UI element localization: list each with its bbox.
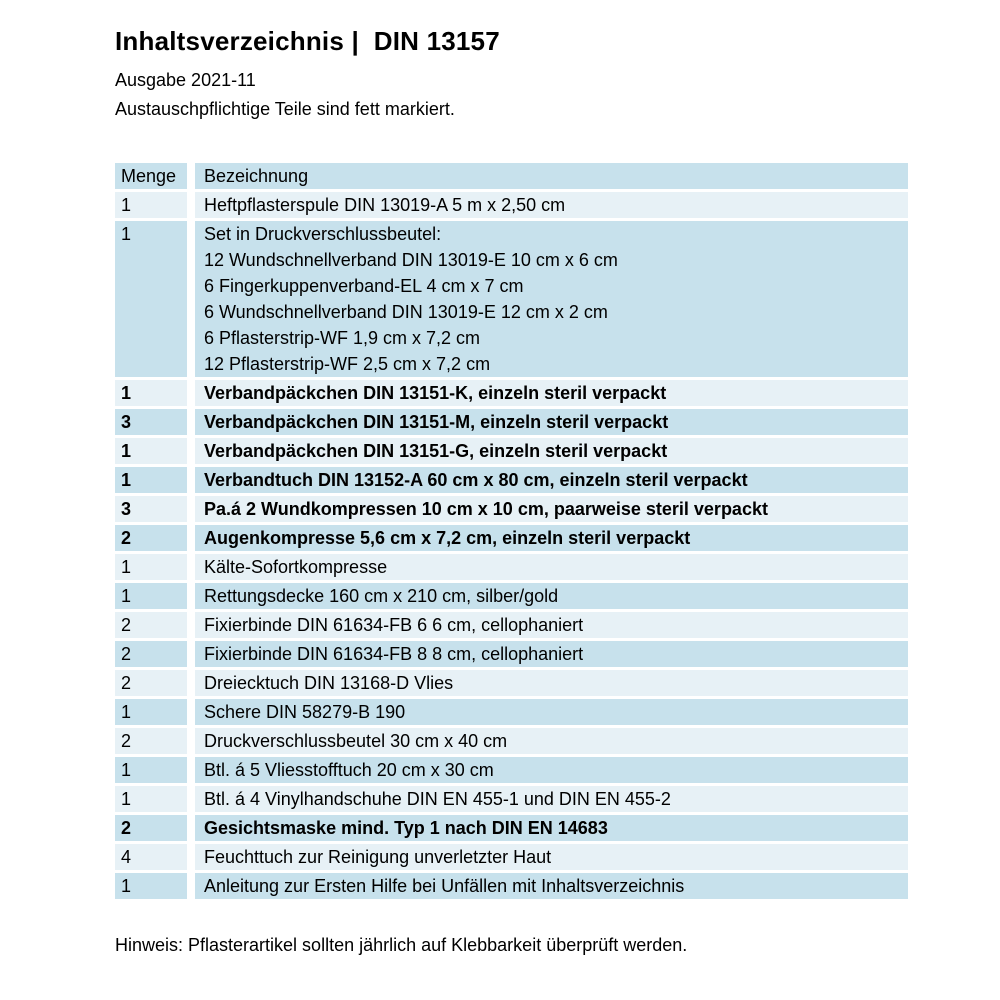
description-line: Verbandpäckchen DIN 13151-M, einzeln steril verpackt bbox=[204, 412, 669, 432]
description-cell bbox=[195, 670, 908, 696]
description-line: Set in Druckverschlussbeutel: bbox=[204, 224, 442, 244]
quantity-value: 4 bbox=[121, 847, 132, 867]
description-cell bbox=[195, 844, 908, 870]
quantity-cell bbox=[115, 438, 187, 464]
description-line: Verbandpäckchen DIN 13151-G, einzeln steril verpackt bbox=[204, 441, 668, 461]
quantity-cell bbox=[115, 380, 187, 406]
page-title: Inhaltsverzeichnis | DIN 13157 bbox=[115, 26, 500, 56]
quantity-value: 2 bbox=[121, 615, 132, 635]
contents-table bbox=[115, 163, 908, 899]
table-row bbox=[115, 699, 908, 725]
description-line: Verbandpäckchen DIN 13151-K, einzeln steril verpackt bbox=[204, 383, 667, 403]
table-row bbox=[115, 815, 908, 841]
description-cell bbox=[195, 728, 908, 754]
quantity-cell bbox=[115, 670, 187, 696]
quantity-cell bbox=[115, 699, 187, 725]
table-row bbox=[115, 221, 908, 377]
quantity-value: 1 bbox=[121, 876, 132, 896]
table-row bbox=[115, 380, 908, 406]
table-row bbox=[115, 670, 908, 696]
table-row bbox=[115, 728, 908, 754]
description-cell bbox=[195, 757, 908, 783]
description-line: Schere DIN 58279-B 190 bbox=[204, 702, 406, 722]
table-row bbox=[115, 844, 908, 870]
quantity-value: 2 bbox=[121, 644, 132, 664]
quantity-value: 1 bbox=[121, 195, 132, 215]
table-row bbox=[115, 525, 908, 551]
quantity-cell bbox=[115, 467, 187, 493]
quantity-cell bbox=[115, 221, 187, 377]
description-cell bbox=[195, 699, 908, 725]
description-line: Rettungsdecke 160 cm x 210 cm, silber/gold bbox=[204, 586, 559, 606]
description-cell bbox=[195, 873, 908, 899]
description-line: Anleitung zur Ersten Hilfe bei Unfällen mit Inhaltsverzeichnis bbox=[204, 876, 685, 896]
table-row bbox=[115, 192, 908, 218]
quantity-cell bbox=[115, 583, 187, 609]
quantity-cell bbox=[115, 728, 187, 754]
quantity-cell bbox=[115, 844, 187, 870]
description-cell bbox=[195, 815, 908, 841]
description-cell bbox=[195, 612, 908, 638]
quantity-cell bbox=[115, 612, 187, 638]
description-cell bbox=[195, 467, 908, 493]
edition-line: Ausgabe 2021-11 bbox=[115, 70, 256, 90]
table-row bbox=[115, 438, 908, 464]
description-cell bbox=[195, 786, 908, 812]
quantity-value: 3 bbox=[121, 499, 132, 519]
description-line: Btl. á 4 Vinylhandschuhe DIN EN 455-1 und DIN EN 455-2 bbox=[204, 789, 671, 809]
description-line: 12 Wundschnellverband DIN 13019-E 10 cm x 6 cm bbox=[204, 250, 618, 270]
hinweis-note: Hinweis: Pflasterartikel sollten jährlich auf Klebbarkeit überprüft werden. bbox=[115, 935, 688, 955]
description-line: Feuchttuch zur Reinigung unverletzter Haut bbox=[204, 847, 552, 867]
quantity-cell bbox=[115, 554, 187, 580]
description-line: Druckverschlussbeutel 30 cm x 40 cm bbox=[204, 731, 508, 751]
description-line: Verbandtuch DIN 13152-A 60 cm x 80 cm, einzeln steril verpackt bbox=[204, 470, 748, 490]
description-cell bbox=[195, 438, 908, 464]
bold-note-line: Austauschpflichtige Teile sind fett markiert. bbox=[115, 99, 455, 119]
description-line: Gesichtsmaske mind. Typ 1 nach DIN EN 14683 bbox=[204, 818, 608, 838]
description-line: Pa.á 2 Wundkompressen 10 cm x 10 cm, paarweise steril verpackt bbox=[204, 499, 768, 519]
description-cell bbox=[195, 525, 908, 551]
table-row bbox=[115, 554, 908, 580]
quantity-value: 1 bbox=[121, 789, 132, 809]
quantity-value: 2 bbox=[121, 673, 132, 693]
description-cell bbox=[195, 554, 908, 580]
quantity-value: 1 bbox=[121, 441, 132, 461]
quantity-cell bbox=[115, 641, 187, 667]
table-body bbox=[115, 192, 908, 899]
description-line: Augenkompresse 5,6 cm x 7,2 cm, einzeln steril verpackt bbox=[204, 528, 691, 548]
table-row bbox=[115, 409, 908, 435]
quantity-cell bbox=[115, 815, 187, 841]
quantity-value: 1 bbox=[121, 557, 132, 577]
quantity-value: 1 bbox=[121, 586, 132, 606]
quantity-value: 1 bbox=[121, 760, 132, 780]
quantity-cell bbox=[115, 786, 187, 812]
table-row bbox=[115, 873, 908, 899]
column-header-menge: Menge bbox=[115, 163, 187, 189]
column-header-bezeichnung: Bezeichnung bbox=[195, 163, 908, 189]
quantity-value: 1 bbox=[121, 470, 132, 490]
quantity-cell bbox=[115, 496, 187, 522]
quantity-value: 1 bbox=[121, 702, 132, 722]
table-row bbox=[115, 467, 908, 493]
description-cell bbox=[195, 641, 908, 667]
table-header-row bbox=[115, 163, 908, 189]
description-cell bbox=[195, 409, 908, 435]
quantity-value: 1 bbox=[121, 224, 132, 244]
quantity-cell bbox=[115, 757, 187, 783]
description-line: 12 Pflasterstrip-WF 2,5 cm x 7,2 cm bbox=[204, 354, 491, 374]
description-cell bbox=[195, 192, 908, 218]
quantity-cell bbox=[115, 873, 187, 899]
description-line: Kälte-Sofortkompresse bbox=[204, 557, 388, 577]
quantity-value: 3 bbox=[121, 412, 132, 432]
table-row bbox=[115, 612, 908, 638]
table-row bbox=[115, 786, 908, 812]
description-line: Dreiecktuch DIN 13168-D Vlies bbox=[204, 673, 454, 693]
quantity-cell bbox=[115, 192, 187, 218]
quantity-value: 1 bbox=[121, 383, 132, 403]
table-row bbox=[115, 496, 908, 522]
description-cell bbox=[195, 221, 908, 377]
description-line: 6 Fingerkuppenverband-EL 4 cm x 7 cm bbox=[204, 276, 524, 296]
quantity-value: 2 bbox=[121, 528, 132, 548]
table-row bbox=[115, 583, 908, 609]
quantity-value: 2 bbox=[121, 731, 132, 751]
description-line: Btl. á 5 Vliesstofftuch 20 cm x 30 cm bbox=[204, 760, 494, 780]
description-line: 6 Wundschnellverband DIN 13019-E 12 cm x 2 cm bbox=[204, 302, 608, 322]
description-cell bbox=[195, 583, 908, 609]
document-page bbox=[115, 26, 908, 974]
description-line: 6 Pflasterstrip-WF 1,9 cm x 7,2 cm bbox=[204, 328, 481, 348]
description-line: Fixierbinde DIN 61634-FB 8 8 cm, cellophaniert bbox=[204, 644, 584, 664]
quantity-cell bbox=[115, 525, 187, 551]
quantity-cell bbox=[115, 409, 187, 435]
description-line: Fixierbinde DIN 61634-FB 6 6 cm, cellophaniert bbox=[204, 615, 584, 635]
description-cell bbox=[195, 380, 908, 406]
description-line: Heftpflasterspule DIN 13019-A 5 m x 2,50 cm bbox=[204, 195, 566, 215]
description-cell bbox=[195, 496, 908, 522]
table-row bbox=[115, 641, 908, 667]
quantity-value: 2 bbox=[121, 818, 132, 838]
table-row bbox=[115, 757, 908, 783]
